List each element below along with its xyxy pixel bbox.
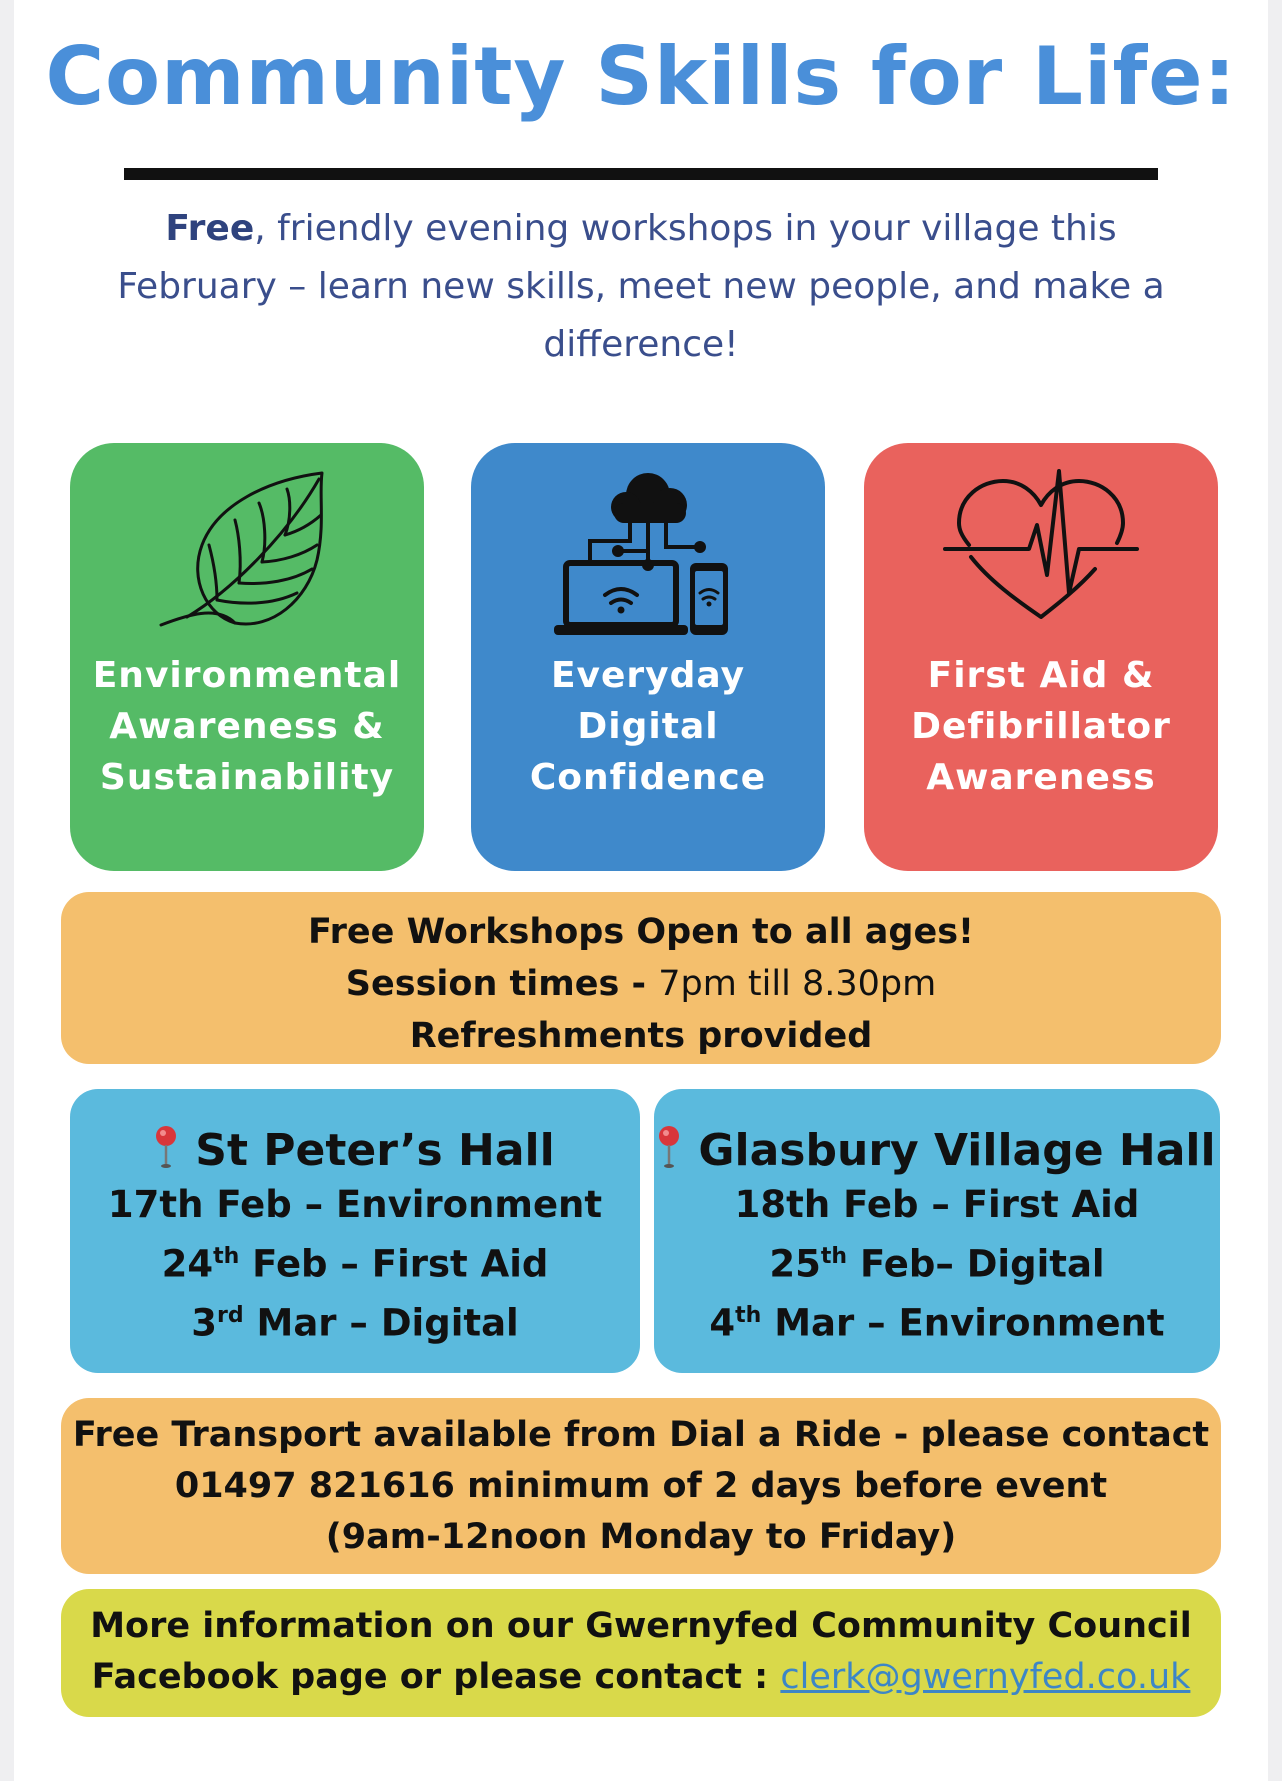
session-detail: Feb – First Aid	[843, 1183, 1140, 1226]
session-day-suffix: th	[735, 1303, 762, 1329]
session-row	[70, 1179, 640, 1231]
session-day: 4	[709, 1301, 736, 1345]
session-row	[654, 1231, 1220, 1290]
title-divider	[124, 168, 1158, 180]
session-detail: Feb – Environment	[216, 1183, 603, 1226]
tile-label-line: First Aid &	[927, 655, 1155, 696]
contact-line	[61, 1652, 1221, 1703]
tile-first-aid	[864, 443, 1218, 871]
transport-line: Free Transport available from Dial a Ride - please contact	[72, 1415, 1210, 1455]
devices-cloud-icon	[548, 465, 748, 645]
tile-label-line: Environmental	[92, 655, 402, 696]
session-detail: Feb – First Aid	[252, 1242, 549, 1286]
session-row	[654, 1179, 1220, 1231]
tile-label-line: Sustainability	[99, 757, 395, 798]
more-info-line: More information on our Gwernyfed Community Council	[90, 1606, 1192, 1646]
tile-environment-label	[80, 650, 414, 803]
session-times-value: 7pm till 8.30pm	[658, 964, 937, 1004]
tile-label-line: Defibrillator	[911, 706, 1171, 747]
venue-card-st-peters	[70, 1089, 640, 1373]
refreshments-text: Refreshments provided	[409, 1016, 873, 1056]
session-times-text	[61, 958, 1221, 1010]
more-info-band	[61, 1589, 1221, 1717]
page-title: Community Skills for Life:	[45, 30, 1237, 123]
session-detail: Feb– Digital	[859, 1242, 1105, 1286]
transport-hours-line: (9am-12noon Monday to Friday)	[325, 1517, 957, 1557]
session-row	[654, 1290, 1220, 1349]
tile-label-line: Digital	[577, 706, 719, 747]
venue-card-glasbury	[654, 1089, 1220, 1373]
session-day-suffix: th	[213, 1244, 240, 1269]
tile-digital-label	[481, 650, 815, 803]
session-row	[70, 1231, 640, 1290]
leaf-icon	[147, 465, 347, 645]
session-detail: Mar – Digital	[256, 1301, 519, 1345]
email-link[interactable]: clerk@gwernyfed.co.uk	[780, 1657, 1191, 1697]
tile-first-aid-label	[874, 650, 1208, 803]
workshop-info-band	[61, 892, 1221, 1064]
session-day: 17th	[107, 1183, 204, 1226]
transport-phone-line: 01497 821616 minimum of 2 days before event	[174, 1466, 1108, 1506]
session-day-suffix: th	[820, 1244, 848, 1269]
intro-text	[104, 200, 1178, 374]
session-day-suffix: rd	[217, 1303, 244, 1329]
flyer	[14, 0, 1268, 1781]
session-day: 18th	[734, 1183, 831, 1226]
venue-name: Glasbury Village Hall	[698, 1125, 1216, 1176]
open-to-all-text: Free Workshops Open to all ages!	[307, 912, 974, 952]
session-day: 24	[161, 1242, 214, 1286]
map-pin-icon	[658, 1125, 680, 1169]
session-row	[70, 1290, 640, 1349]
session-detail: Mar – Environment	[774, 1301, 1165, 1345]
tile-digital	[471, 443, 825, 871]
tile-label-line: Awareness &	[109, 706, 385, 747]
venue-name-row	[70, 1123, 640, 1179]
tile-label-line: Confidence	[529, 757, 767, 798]
intro-bold: Free	[165, 208, 255, 249]
session-day: 3	[191, 1301, 218, 1345]
tile-label-line: Awareness	[926, 757, 1156, 798]
venue-name-row	[654, 1123, 1220, 1179]
intro-rest: , friendly evening workshops in your village this February – learn new skills, meet new people, and make a difference!	[117, 208, 1165, 365]
session-day: 25	[769, 1242, 821, 1286]
transport-band	[61, 1398, 1221, 1574]
heartbeat-icon	[941, 465, 1141, 645]
map-pin-icon	[155, 1125, 177, 1169]
venue-name: St Peter’s Hall	[195, 1125, 555, 1176]
tile-label-line: Everyday	[550, 655, 746, 696]
tile-environment	[70, 443, 424, 871]
contact-prompt: Facebook page or please contact :	[91, 1657, 769, 1697]
session-times-label: Session times -	[345, 964, 647, 1004]
